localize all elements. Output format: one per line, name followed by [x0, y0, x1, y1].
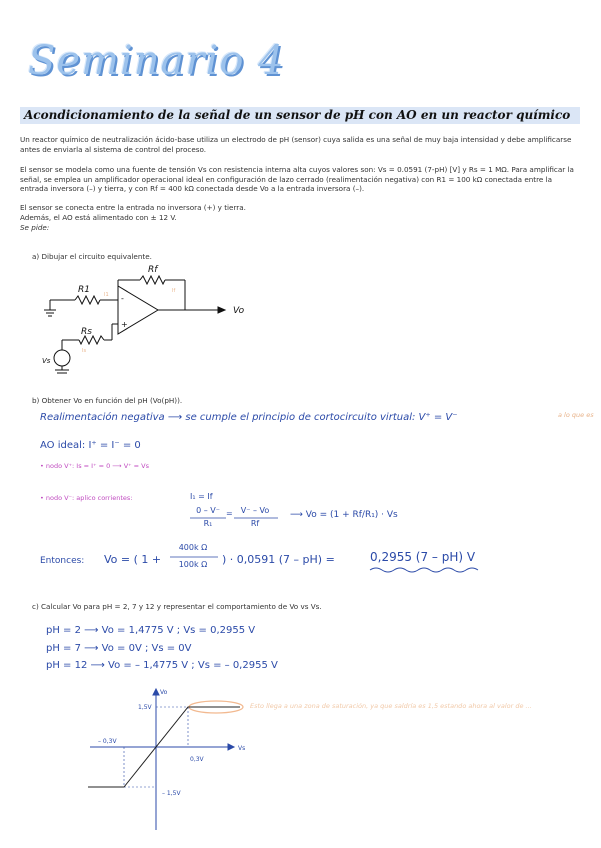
label-vs: Vs [42, 357, 51, 365]
svg-text:Is: Is [82, 348, 87, 354]
final-label: Entonces: [40, 556, 85, 566]
circuit-diagram [40, 262, 280, 382]
intro-paragraph-3b: Además, el AO está alimentado con ± 12 V. [20, 213, 177, 222]
question-b: b) Obtener Vo en función del pH (Vo(pH)). [32, 396, 183, 405]
part-c-row1: pH = 2 ⟶ Vo = 1,4775 V ; Vs = 0,2955 V [46, 625, 256, 636]
frac2-denominator: Rf [250, 519, 260, 528]
part-b-line4-eq: I₁ = If [190, 492, 213, 501]
label-vo: Vo [233, 306, 245, 316]
part-b-result1: ⟶ Vo = (1 + Rf/R₁) · Vs [290, 510, 398, 520]
label-rs: Rs [81, 327, 92, 337]
page-title: Seminario 4 [28, 38, 285, 84]
svg-text:If: If [172, 288, 176, 294]
label-rf: Rf [148, 265, 158, 275]
part-c-row2: pH = 7 ⟶ Vo = 0V ; Vs = 0V [46, 643, 192, 654]
label-minus: - [121, 294, 124, 303]
graph-note: Esto llega a una zona de saturación, ya que saldría es 1,5 estando ahora al valor de ... [250, 702, 532, 710]
intro-paragraph-2: El sensor se modela como una fuente de tensión Vs con resistencia interna alta cuyos valores son: Vs = 0.0591 (7-pH) [V] y Rs = 1 MΩ. Para amplificar la señal, se emplea un amplificador operacional ideal en configuración de lazo cerrado (realimentación negativa) con R1 = 100 kΩ conectada entre la entrada inversora (–) y tierra, y con Rf = 400 kΩ conectada desde Vo a la entrada inversora (–). [20, 165, 574, 194]
part-c-row3: pH = 12 ⟶ Vo = – 1,4775 V ; Vs = – 0,2955 V [46, 660, 278, 671]
part-b-line3: • nodo V⁺: Is = I⁺ = 0 ⟶ V⁺ = Vs [40, 462, 149, 470]
question-a: a) Dibujar el circuito equivalente. [32, 252, 152, 261]
part-b-line1: Realimentación negativa ⟶ se cumple el principio de cortocircuito virtual: V⁺ = V⁻ [40, 412, 458, 423]
graph-x-label: Vs [238, 745, 246, 752]
frac1-denominator: R₁ [203, 519, 213, 528]
intro-paragraph-3c: Se pide: [20, 223, 50, 232]
final-frac-line [168, 556, 220, 559]
section-subtitle: Acondicionamiento de la señal de un sensor de pH con AO en un reactor químico [24, 108, 571, 122]
frac-lines [188, 517, 280, 520]
final-left: Vo = ( 1 + [104, 553, 162, 566]
frac2-numerator: V⁻ – Vo [240, 506, 270, 515]
final-result: 0,2955 (7 – pH) V [370, 550, 476, 564]
question-c: c) Calcular Vo para pH = 2, 7 y 12 y representar el comportamiento de Vo vs Vs. [32, 602, 322, 611]
svg-text:I1: I1 [104, 292, 109, 298]
final-frac-num: 400k Ω [178, 543, 208, 552]
final-frac-den: 100k Ω [178, 560, 208, 569]
frac-equals: = [226, 509, 233, 518]
graph-y-label: Vo [160, 689, 168, 696]
part-b-line2: AO ideal: I⁺ = I⁻ = 0 [40, 440, 141, 451]
graph-x-left: – 0,3V [98, 738, 117, 745]
part-b-line4-label: • nodo V⁻: aplico corrientes: [40, 494, 133, 502]
intro-paragraph-3a: El sensor se conecta entre la entrada no inversora (+) y tierra. [20, 203, 246, 212]
part-b-line1-note: a lo que es [558, 411, 594, 419]
label-plus: + [121, 320, 128, 329]
intro-paragraph-1: Un reactor químico de neutralización ácido-base utiliza un electrodo de pH (sensor) cuya salida es una señal de muy baja intensidad y debe amplificarse antes de enviarla al sistema de control del proceso. [20, 135, 572, 154]
label-r1: R1 [78, 285, 90, 295]
final-mid: ) · 0,0591 (7 – pH) = [222, 553, 335, 566]
graph-x-right: 0,3V [190, 756, 204, 763]
graph-y-top: 1,5V [138, 704, 152, 711]
final-result-underline [368, 566, 486, 574]
graph-y-bottom: – 1,5V [162, 790, 181, 797]
frac1-numerator: 0 – V⁻ [196, 506, 220, 515]
